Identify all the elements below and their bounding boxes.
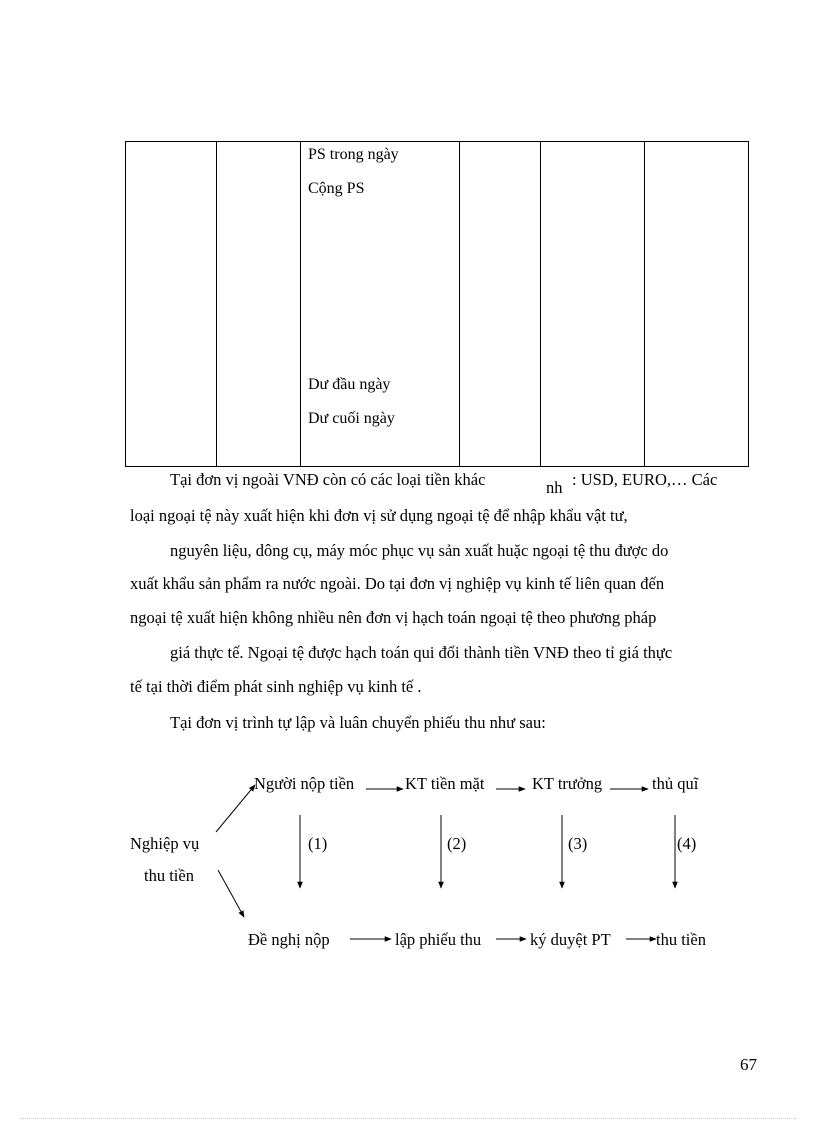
- node-ky-duyet-pt: ký duyệt PT: [530, 930, 611, 949]
- paragraph-line: nguyên liệu, dông cụ, máy móc phục vụ sản xuất huặc ngoại tệ thu được do: [170, 541, 669, 560]
- node-thu-tien: thu tiền: [656, 930, 706, 949]
- paragraph-line: Tại đơn vị ngoài VNĐ còn có các loại tiền khác: [170, 470, 486, 489]
- paragraph-line: Tại đơn vị trình tự lập và luân chuyển phiếu thu như sau:: [170, 713, 546, 732]
- step-label-1: (1): [308, 834, 328, 853]
- paragraph-line: tế tại thời điểm phát sinh nghiệp vụ kinh tế .: [130, 677, 422, 696]
- page-number: 67: [740, 1055, 757, 1074]
- paragraph-line: xuất khẩu sản phẩm ra nước ngoài. Do tại đơn vị nghiệp vụ kinh tế liên quan đến: [130, 574, 665, 593]
- step-label-3: (3): [568, 834, 588, 853]
- node-lap-phieu-thu: lập phiếu thu: [395, 930, 482, 949]
- paragraph-line: : USD, EURO,… Các: [572, 470, 718, 489]
- node-de-nghi-nop: Đề nghị nộp: [248, 930, 330, 949]
- paragraph-subscript: nh: [546, 478, 563, 497]
- step-label-4: (4): [677, 834, 697, 853]
- arrow-to-top-row: [216, 785, 255, 832]
- paragraph-line: ngoại tệ xuất hiện không nhiều nên đơn vị hạch toán ngoại tệ theo phương pháp: [130, 608, 657, 627]
- node-kt-truong: KT trưởng: [532, 774, 603, 793]
- step-label-2: (2): [447, 834, 467, 853]
- node-kt-tien-mat: KT tiền mặt: [405, 774, 485, 793]
- paragraph-line: loại ngoại tệ này xuất hiện khi đơn vị sử dụng ngoại tệ để nhập khẩu vật tư,: [130, 506, 628, 525]
- arrow-to-bottom-row: [218, 870, 244, 917]
- node-thu-qui: thủ quĩ: [652, 774, 699, 793]
- footer-divider: [20, 1118, 796, 1119]
- cell-du-cuoi-ngay: Dư cuối ngày: [308, 410, 395, 427]
- paragraph-line: giá thực tế. Ngoại tệ được hạch toán qui đổi thành tiền VNĐ theo tỉ giá thực: [170, 643, 673, 662]
- source-label-line1: Nghiệp vụ: [130, 834, 200, 853]
- source-label-line2: thu tiền: [144, 866, 194, 885]
- cell-du-dau-ngay: Dư đầu ngày: [308, 376, 391, 393]
- cell-cong-ps: Cộng PS: [308, 180, 365, 197]
- cell-ps-trong-ngay: PS trong ngày: [308, 146, 399, 163]
- node-nguoi-nop-tien: Người nộp tiền: [254, 774, 355, 793]
